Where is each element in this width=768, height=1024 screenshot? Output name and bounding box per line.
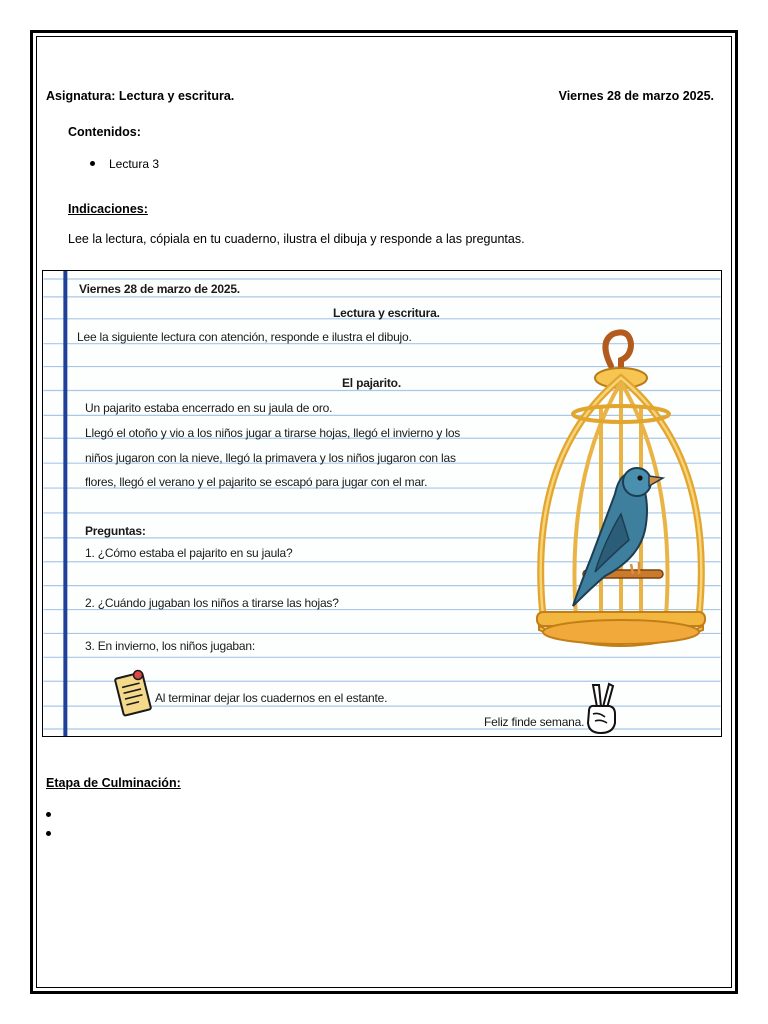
contenidos-title: Contenidos: — [68, 125, 141, 139]
question-3: 3. En invierno, los niños jugaban: — [85, 639, 255, 653]
culminacion-title: Etapa de Culminación: — [46, 776, 181, 790]
bullet-icon — [46, 831, 51, 836]
story-line-4: flores, llegó el verano y el pajarito se escapó para jugar con el mar. — [85, 475, 428, 489]
bird-cage-illustration — [521, 326, 721, 656]
story-line-2: Llegó el otoño y vio a los niños jugar a tirarse hojas, llegó el invierno y los — [85, 426, 461, 440]
note-paper-icon — [111, 667, 155, 721]
note-text: Al terminar dejar los cuadernos en el estante. — [155, 691, 388, 705]
indicaciones-title: Indicaciones: — [68, 202, 148, 216]
bullet-icon — [46, 812, 51, 817]
notebook-page — [42, 270, 722, 737]
story-line-1: Un pajarito estaba encerrado en su jaula de oro. — [85, 401, 333, 415]
farewell-text: Feliz finde semana. — [484, 715, 585, 729]
date-label: Viernes 28 de marzo 2025. — [558, 89, 714, 103]
question-2: 2. ¿Cuándo jugaban los niños a tirarse las hojas? — [85, 596, 339, 610]
peace-hand-icon — [583, 681, 619, 735]
story-line-3: niños jugaron con la nieve, llegó la primavera y los niños jugaron con las — [85, 451, 456, 465]
indicaciones-text: Lee la lectura, cópiala en tu cuaderno, ilustra el dibuja y responde a las preguntas. — [68, 232, 525, 246]
bird-icon — [573, 468, 663, 606]
question-1: 1. ¿Cómo estaba el pajarito en su jaula? — [85, 546, 293, 560]
story-title: El pajarito. — [342, 376, 401, 390]
notebook-instruction: Lee la siguiente lectura con atención, responde e ilustra el dibujo. — [77, 330, 412, 344]
notebook-date: Viernes 28 de marzo de 2025. — [79, 282, 240, 296]
contenidos-item — [90, 157, 159, 171]
contenidos-item-label: Lectura 3 — [109, 157, 160, 171]
subject-label: Asignatura: Lectura y escritura. — [46, 89, 235, 103]
questions-title: Preguntas: — [85, 524, 146, 538]
bullet-icon — [90, 161, 95, 166]
notebook-subject: Lectura y escritura. — [333, 306, 440, 320]
